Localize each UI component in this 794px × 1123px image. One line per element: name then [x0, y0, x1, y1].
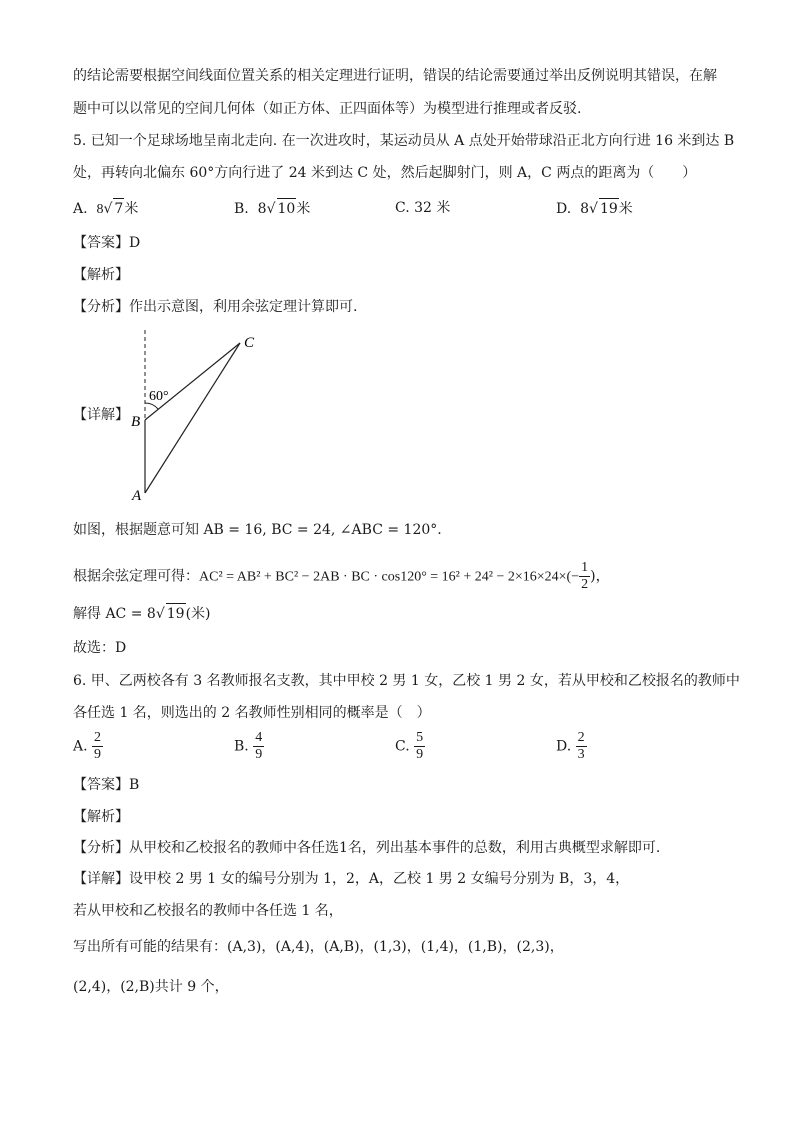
q5-option-c[interactable]: C. 32 米	[395, 200, 451, 216]
q5-detail-heading: 【详解】	[73, 407, 129, 423]
triangle-figure	[120, 325, 280, 505]
angle-label: 60°	[149, 389, 169, 404]
q5-analysis-heading: 【解析】	[73, 267, 129, 283]
q6-results-line-2: (2,4)，(2,B)共计 9 个，	[73, 979, 229, 995]
q6-analysis: 【分析】从甲校和乙校报名的教师中各任选1名，列出基本事件的总数，利用古典概型求解即可.	[73, 840, 661, 856]
q6-results-line-1: 写出所有可能的结果有：(A,3)，(A,4)，(A,B)，(1,3)，(1,4)，(1,B)，(2,3)，	[73, 939, 564, 955]
point-a-label: A	[132, 488, 142, 504]
q5-step-2-fraction: $\frac{1}{2}$	[581, 560, 589, 592]
q6-pick-line: 若从甲校和乙校报名的教师中各任选 1 名，	[73, 903, 343, 919]
q5-stem-line-1: 5. 已知一个足球场地呈南北走向. 在一次进攻时，某运动员从 A 点处开始带球沿正北方向行进 16 米到达 B	[73, 133, 735, 149]
intro-line-1: 的结论需要根据空间线面位置关系的相关定理进行证明，错误的结论需要通过举出反例说明其错误，在解	[73, 68, 717, 84]
q6-answer: 【答案】B	[73, 777, 140, 793]
q5-analysis: 【分析】作出示意图，利用余弦定理计算即可.	[73, 299, 358, 315]
q5-option-a[interactable]: A. 8√ 7米	[73, 198, 138, 220]
q5-choose: 故选：D	[73, 640, 127, 656]
q6-stem-line-2: 各任选 1 名，则选出的 2 名教师性别相同的概率是（ ）	[73, 705, 431, 721]
point-b-label: B	[131, 414, 141, 430]
q5-answer: 【答案】D	[73, 235, 141, 251]
q5-step-1: 如图，根据题意可知 AB = 16, BC = 24, ∠ABC = 120°.	[73, 522, 442, 538]
segment-bc	[145, 343, 240, 420]
q5-option-d[interactable]: D. 8√ 19米	[556, 198, 633, 219]
q6-analysis-heading: 【解析】	[73, 809, 129, 825]
q6-option-b[interactable]: B. $\frac{4}{9}$	[234, 730, 263, 762]
point-c-label: C	[244, 335, 255, 351]
q6-detail: 【详解】设甲校 2 男 1 女的编号分别为 1，2，A，乙校 1 男 2 女编号分别为 B，3，4，	[73, 871, 630, 887]
intro-line-2: 题中可以以常见的空间几何体（如正方体、正四面体等）为模型进行推理或者反驳.	[73, 101, 582, 117]
segment-ac	[145, 343, 240, 493]
q5-option-b[interactable]: B. 8√ 10米	[234, 198, 310, 219]
q6-option-c[interactable]: C. $\frac{5}{9}$	[395, 730, 424, 762]
q5-stem-line-2: 处，再转向北偏东 60°方向行进了 24 米到达 C 处，然后起脚射门，则 A，C 两点的距离为（ ）	[73, 165, 697, 181]
q5-step-3: 解得 AC = 8√ 19(米)	[73, 603, 211, 624]
q6-option-d[interactable]: D. $\frac{2}{3}$	[556, 730, 585, 762]
q6-stem-line-1: 6. 甲、乙两校各有 3 名教师报名支教，其中甲校 2 男 1 女，乙校 1 男 2 女，若从甲校和乙校报名的教师中	[73, 673, 740, 689]
q5-step-2: 根据余弦定理可得：AC² = AB² + BC² − 2AB · BC · cos120° = 16² + 24² − 2×16×24×(− $\frac{1}{2}$ )，	[73, 560, 610, 592]
q6-option-a[interactable]: A. $\frac{2}{9}$	[73, 730, 102, 762]
